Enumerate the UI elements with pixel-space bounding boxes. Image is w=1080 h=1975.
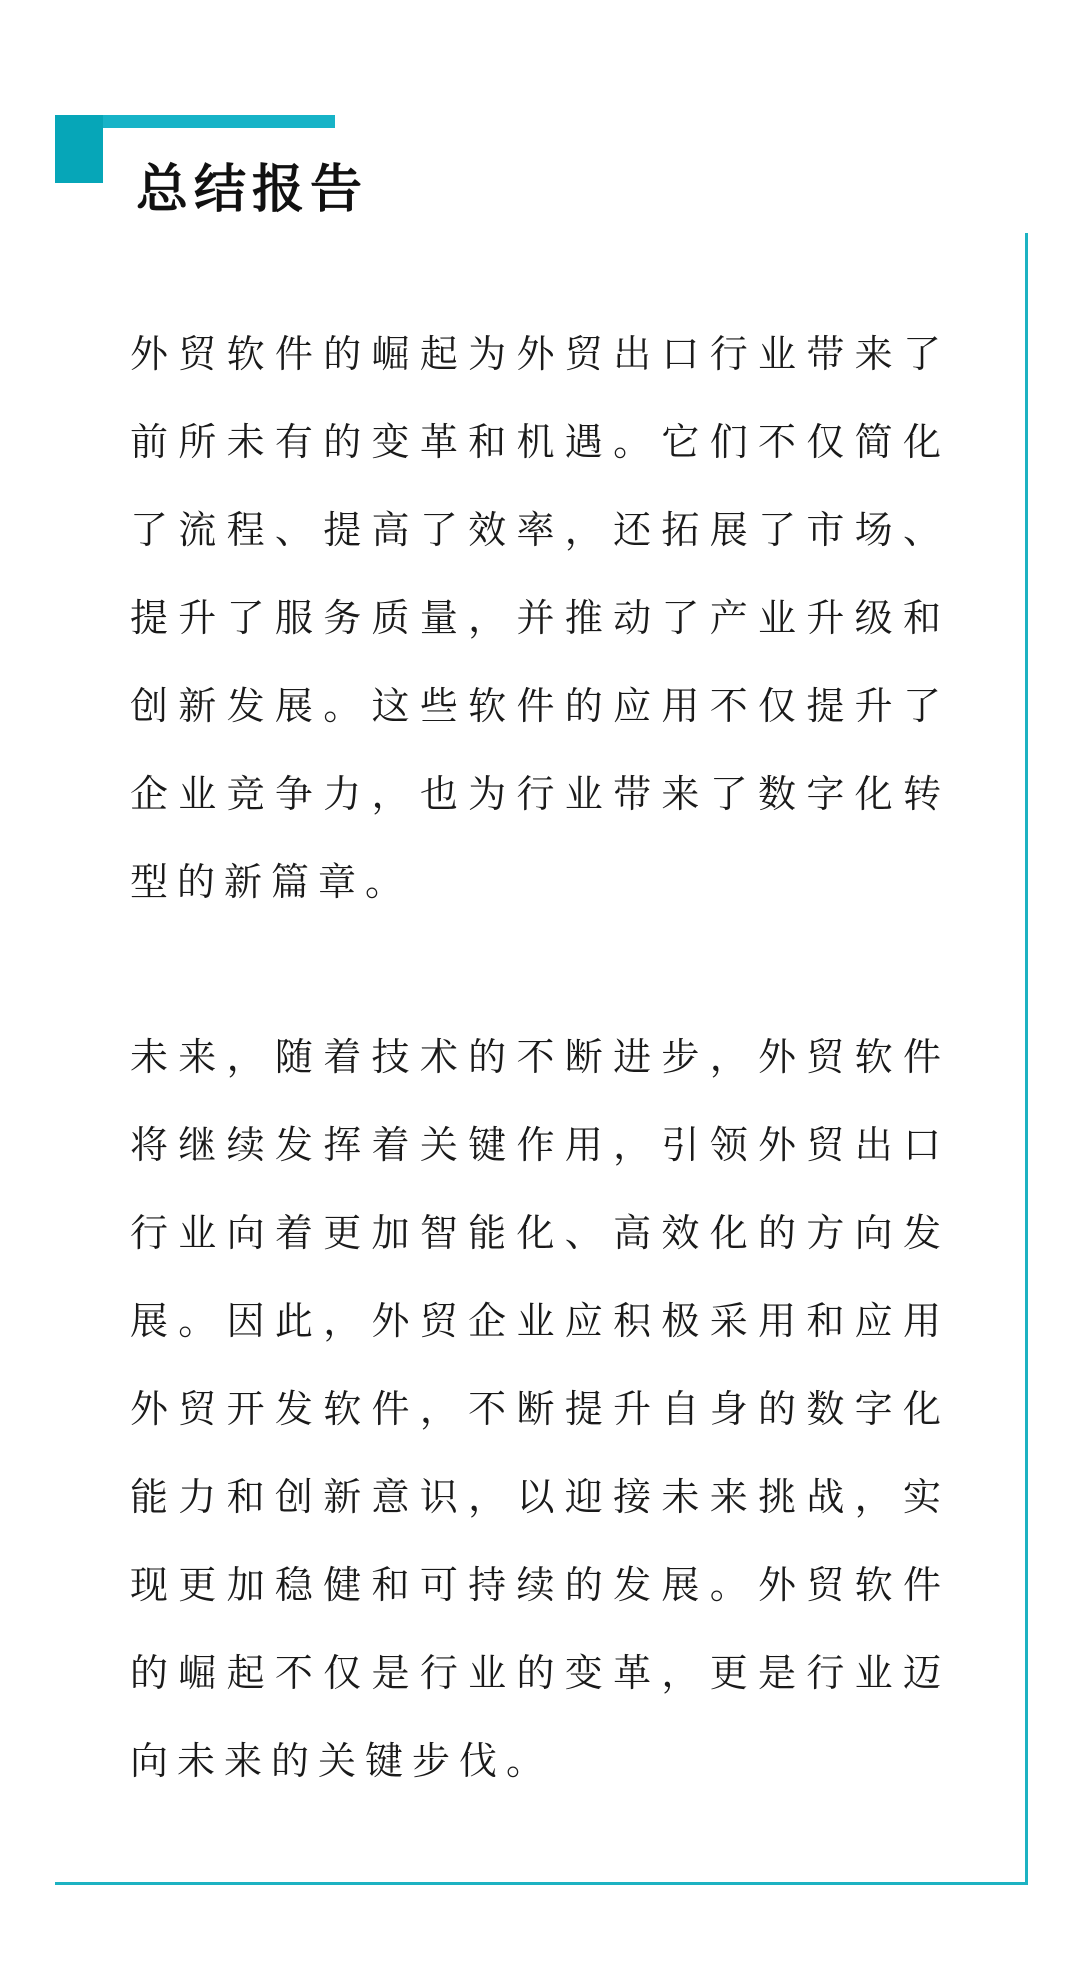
frame-right-border	[1025, 233, 1028, 1885]
page-title: 总结报告	[136, 160, 369, 220]
title-accent-block	[55, 115, 103, 183]
frame-bottom-border	[55, 1882, 1028, 1885]
summary-paragraph-1: 外贸软件的崛起为外贸出口行业带来了前所未有的变革和机遇。它们不仅简化了流程、提高了效率，还拓展了市场、提升了服务质量，并推动了产业升级和创新发展。这些软件的应用不仅提升了企业竞争力，也为行业带来了数字化转型的新篇章。	[130, 332, 950, 904]
summary-paragraph-2: 未来，随着技术的不断进步，外贸软件将继续发挥着关键作用，引领外贸出口行业向着更加智能化、高效化的方向发展。因此，外贸企业应积极采用和应用外贸开发软件，不断提升自身的数字化能力和创新意识，以迎接未来挑战，实现更加稳健和可持续的发展。外贸软件的崛起不仅是行业的变革，更是行业迈向未来的关键步伐。	[130, 1035, 950, 1783]
title-accent-bar	[103, 115, 335, 128]
